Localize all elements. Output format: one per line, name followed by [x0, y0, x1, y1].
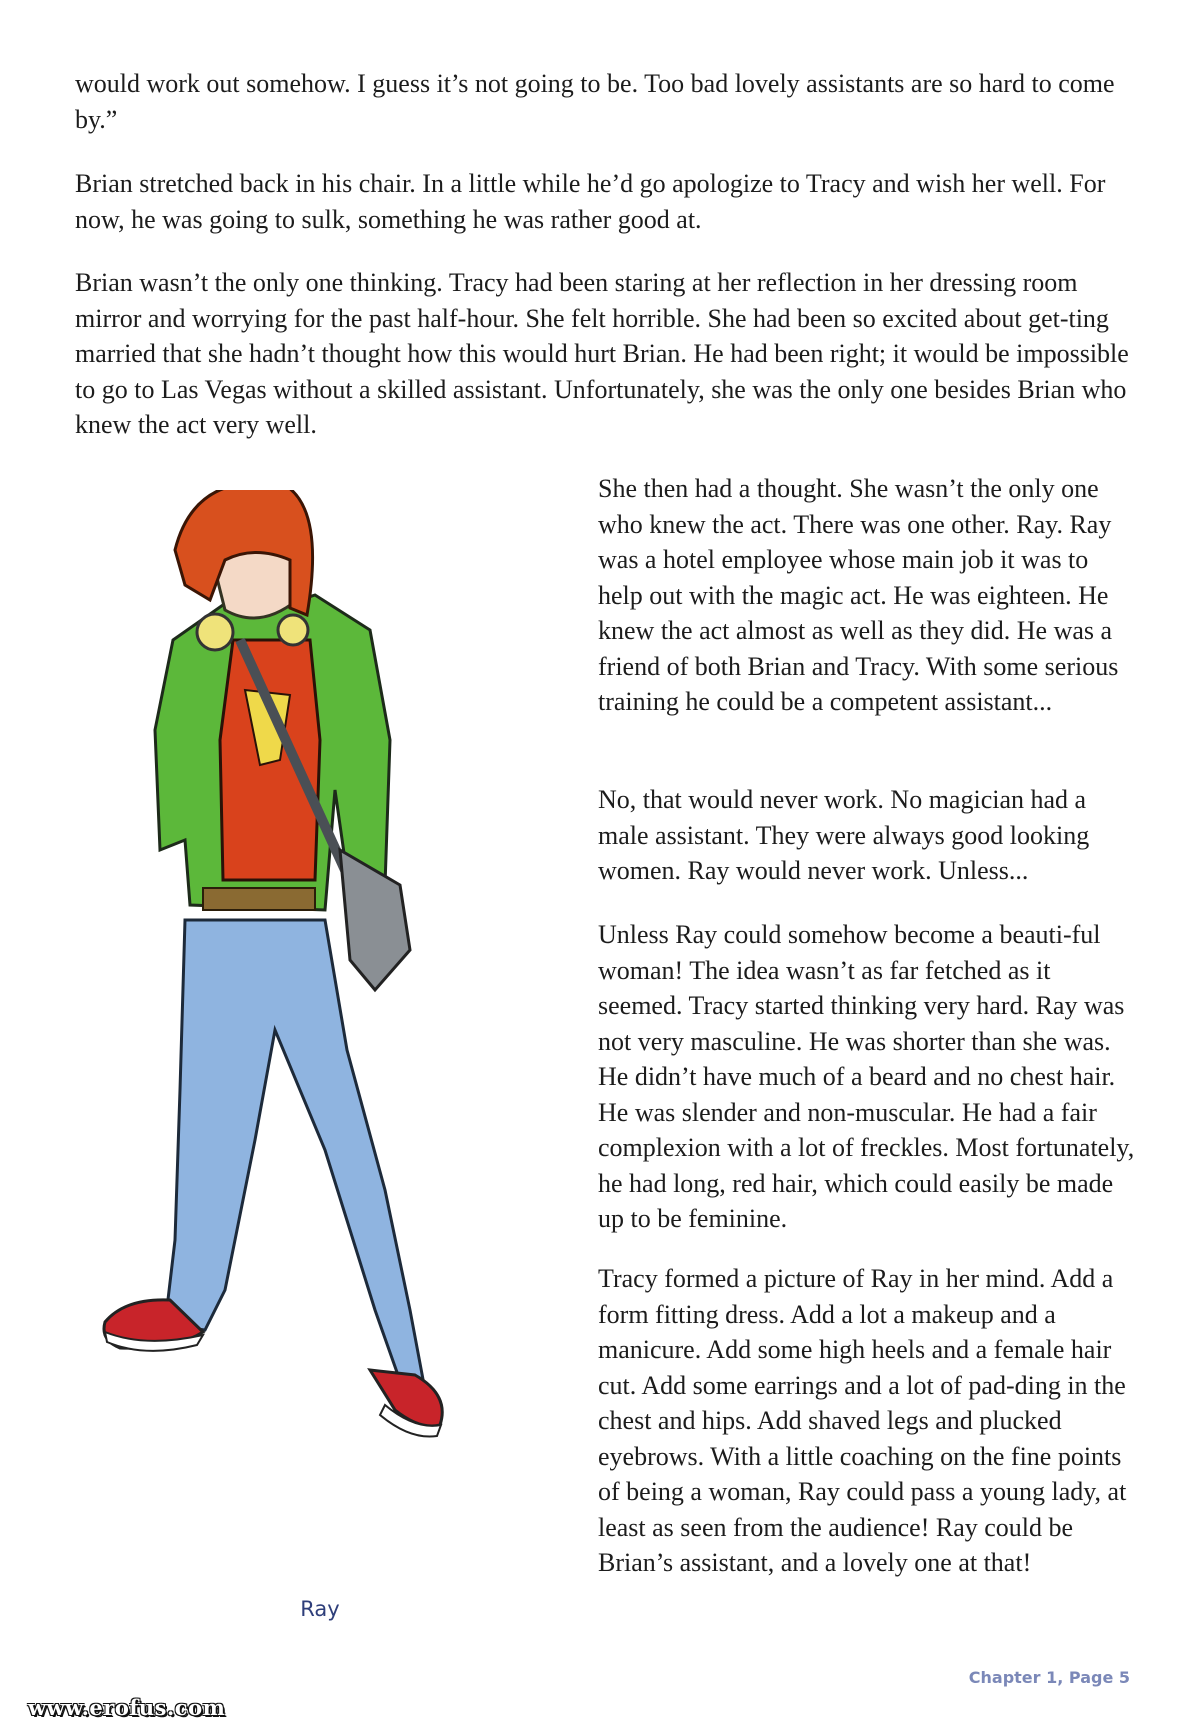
ray-character-illustration — [85, 490, 525, 1580]
messenger-bag — [340, 850, 410, 990]
jeans — [165, 920, 425, 1395]
page-number-label: Chapter 1, Page 5 — [968, 1668, 1130, 1687]
headphones — [197, 614, 233, 650]
paragraph-5: No, that would never work. No magician had a male assistant. They were always good looking women. Ray would never work. Unless... — [598, 785, 1090, 885]
watermark: www.erofus.com — [28, 1695, 226, 1720]
figure-caption: Ray — [300, 1597, 340, 1621]
paragraph-7: Tracy formed a picture of Ray in her mind. Add a form fitting dress. Add a lot a makeup and a manicure. Add some high heels and a female hair cut. Add some earrings and a lot of pad-ding in the chest and hips. Add shaved legs and plucked eyebrows. With a little coaching on the fine points of being a woman, Ray could pass a young lady, at least as seen from the audience! Ray could be Brian’s assistant, and a lovely one at that! — [598, 1264, 1127, 1577]
right-shoe — [370, 1370, 442, 1426]
paragraph-3: Brian wasn’t the only one thinking. Tracy had been staring at her reflection in her dressing room mirror and worrying for the past half-hour. She felt horrible. She had been so excited about get-ting married that she hadn’t thought how this would hurt Brian. He had been right; it would be impossible to go to Las Vegas without a skilled assistant. Unfortunately, she was the only one besides Brian who knew the act very well. — [75, 268, 1129, 439]
paragraph-6: Unless Ray could somehow become a beauti-ful woman! The idea wasn’t as far fetched as it seemed. Tracy started thinking very hard. Ray was not very masculine. He was shorter than she was. He didn’t have much of a beard and no chest hair. He was slender and non-muscular. He had a fair complexion with a lot of freckles. Most fortunately, he had long, red hair, which could easily be made up to be feminine. — [598, 920, 1135, 1233]
paragraph-2: Brian stretched back in his chair. In a little while he’d go apologize to Tracy and wish her well. For now, he was going to sulk, something he was rather good at. — [75, 169, 1106, 234]
paragraph-1: would work out somehow. I guess it’s not going to be. Too bad lovely assistants are so hard to come by.” — [75, 69, 1115, 134]
paragraph-4: She then had a thought. She wasn’t the only one who knew the act. There was one other. Ray. Ray was a hotel employee whose main job it was to help out with the magic act. He was eighteen. He knew the act almost as well as they did. He was a friend of both Brian and Tracy. With some serious training he could be a competent assistant... — [598, 474, 1119, 716]
